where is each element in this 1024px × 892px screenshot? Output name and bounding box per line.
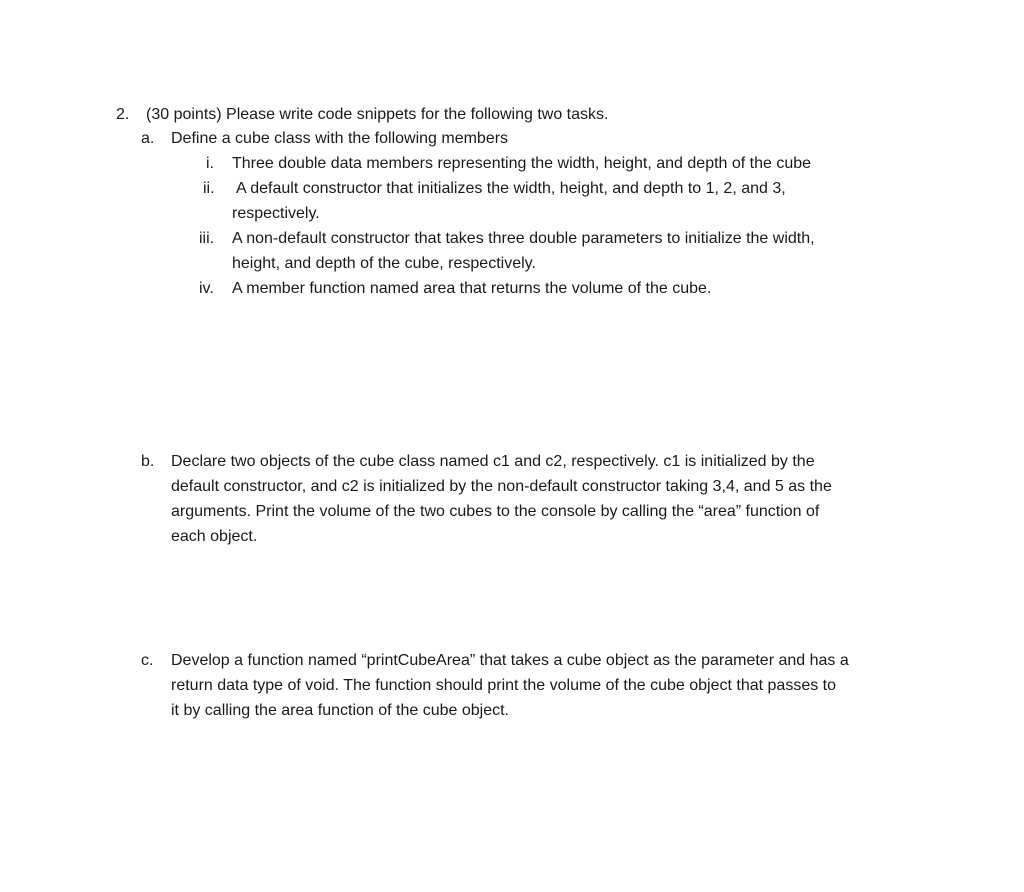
part-c-marker: c. [141,652,154,669]
part-c-line-1: Develop a function named “printCubeArea” that takes a cube object as the parameter and has a [171,652,849,669]
item-iii-line-2: height, and depth of the cube, respectively. [232,255,536,272]
part-b-line-2: default constructor, and c2 is initialized by the non-default constructor taking 3,4, and 5 as the [171,478,832,495]
question-prompt: (30 points) Please write code snippets for the following two tasks. [146,106,609,123]
item-iv-marker: iv. [199,280,214,297]
item-iv-line-1: A member function named area that returns the volume of the cube. [232,280,712,297]
part-a-marker: a. [141,130,155,147]
part-b-line-3: arguments. Print the volume of the two cubes to the console by calling the “area” function of [171,503,820,520]
item-i-marker: i. [206,155,214,172]
part-a-text: Define a cube class with the following members [171,130,509,147]
item-ii-line-1: A default constructor that initializes the width, height, and depth to 1, 2, and 3, [236,180,786,197]
item-ii-line-2: respectively. [232,205,320,222]
part-b-line-4: each object. [171,528,258,545]
part-c-line-3: it by calling the area function of the cube object. [171,702,509,719]
part-b-line-1: Declare two objects of the cube class named c1 and c2, respectively. c1 is initialized by the [171,453,815,470]
item-iii-marker: iii. [199,230,215,247]
part-c-line-2: return data type of void. The function should print the volume of the cube object that passes to [171,677,837,694]
item-iii-line-1: A non-default constructor that takes three double parameters to initialize the width, [232,230,815,247]
item-ii-marker: ii. [203,180,215,197]
item-i-line-1: Three double data members representing the width, height, and depth of the cube [232,155,812,172]
question-number: 2. [116,106,130,123]
part-b-marker: b. [141,453,155,470]
